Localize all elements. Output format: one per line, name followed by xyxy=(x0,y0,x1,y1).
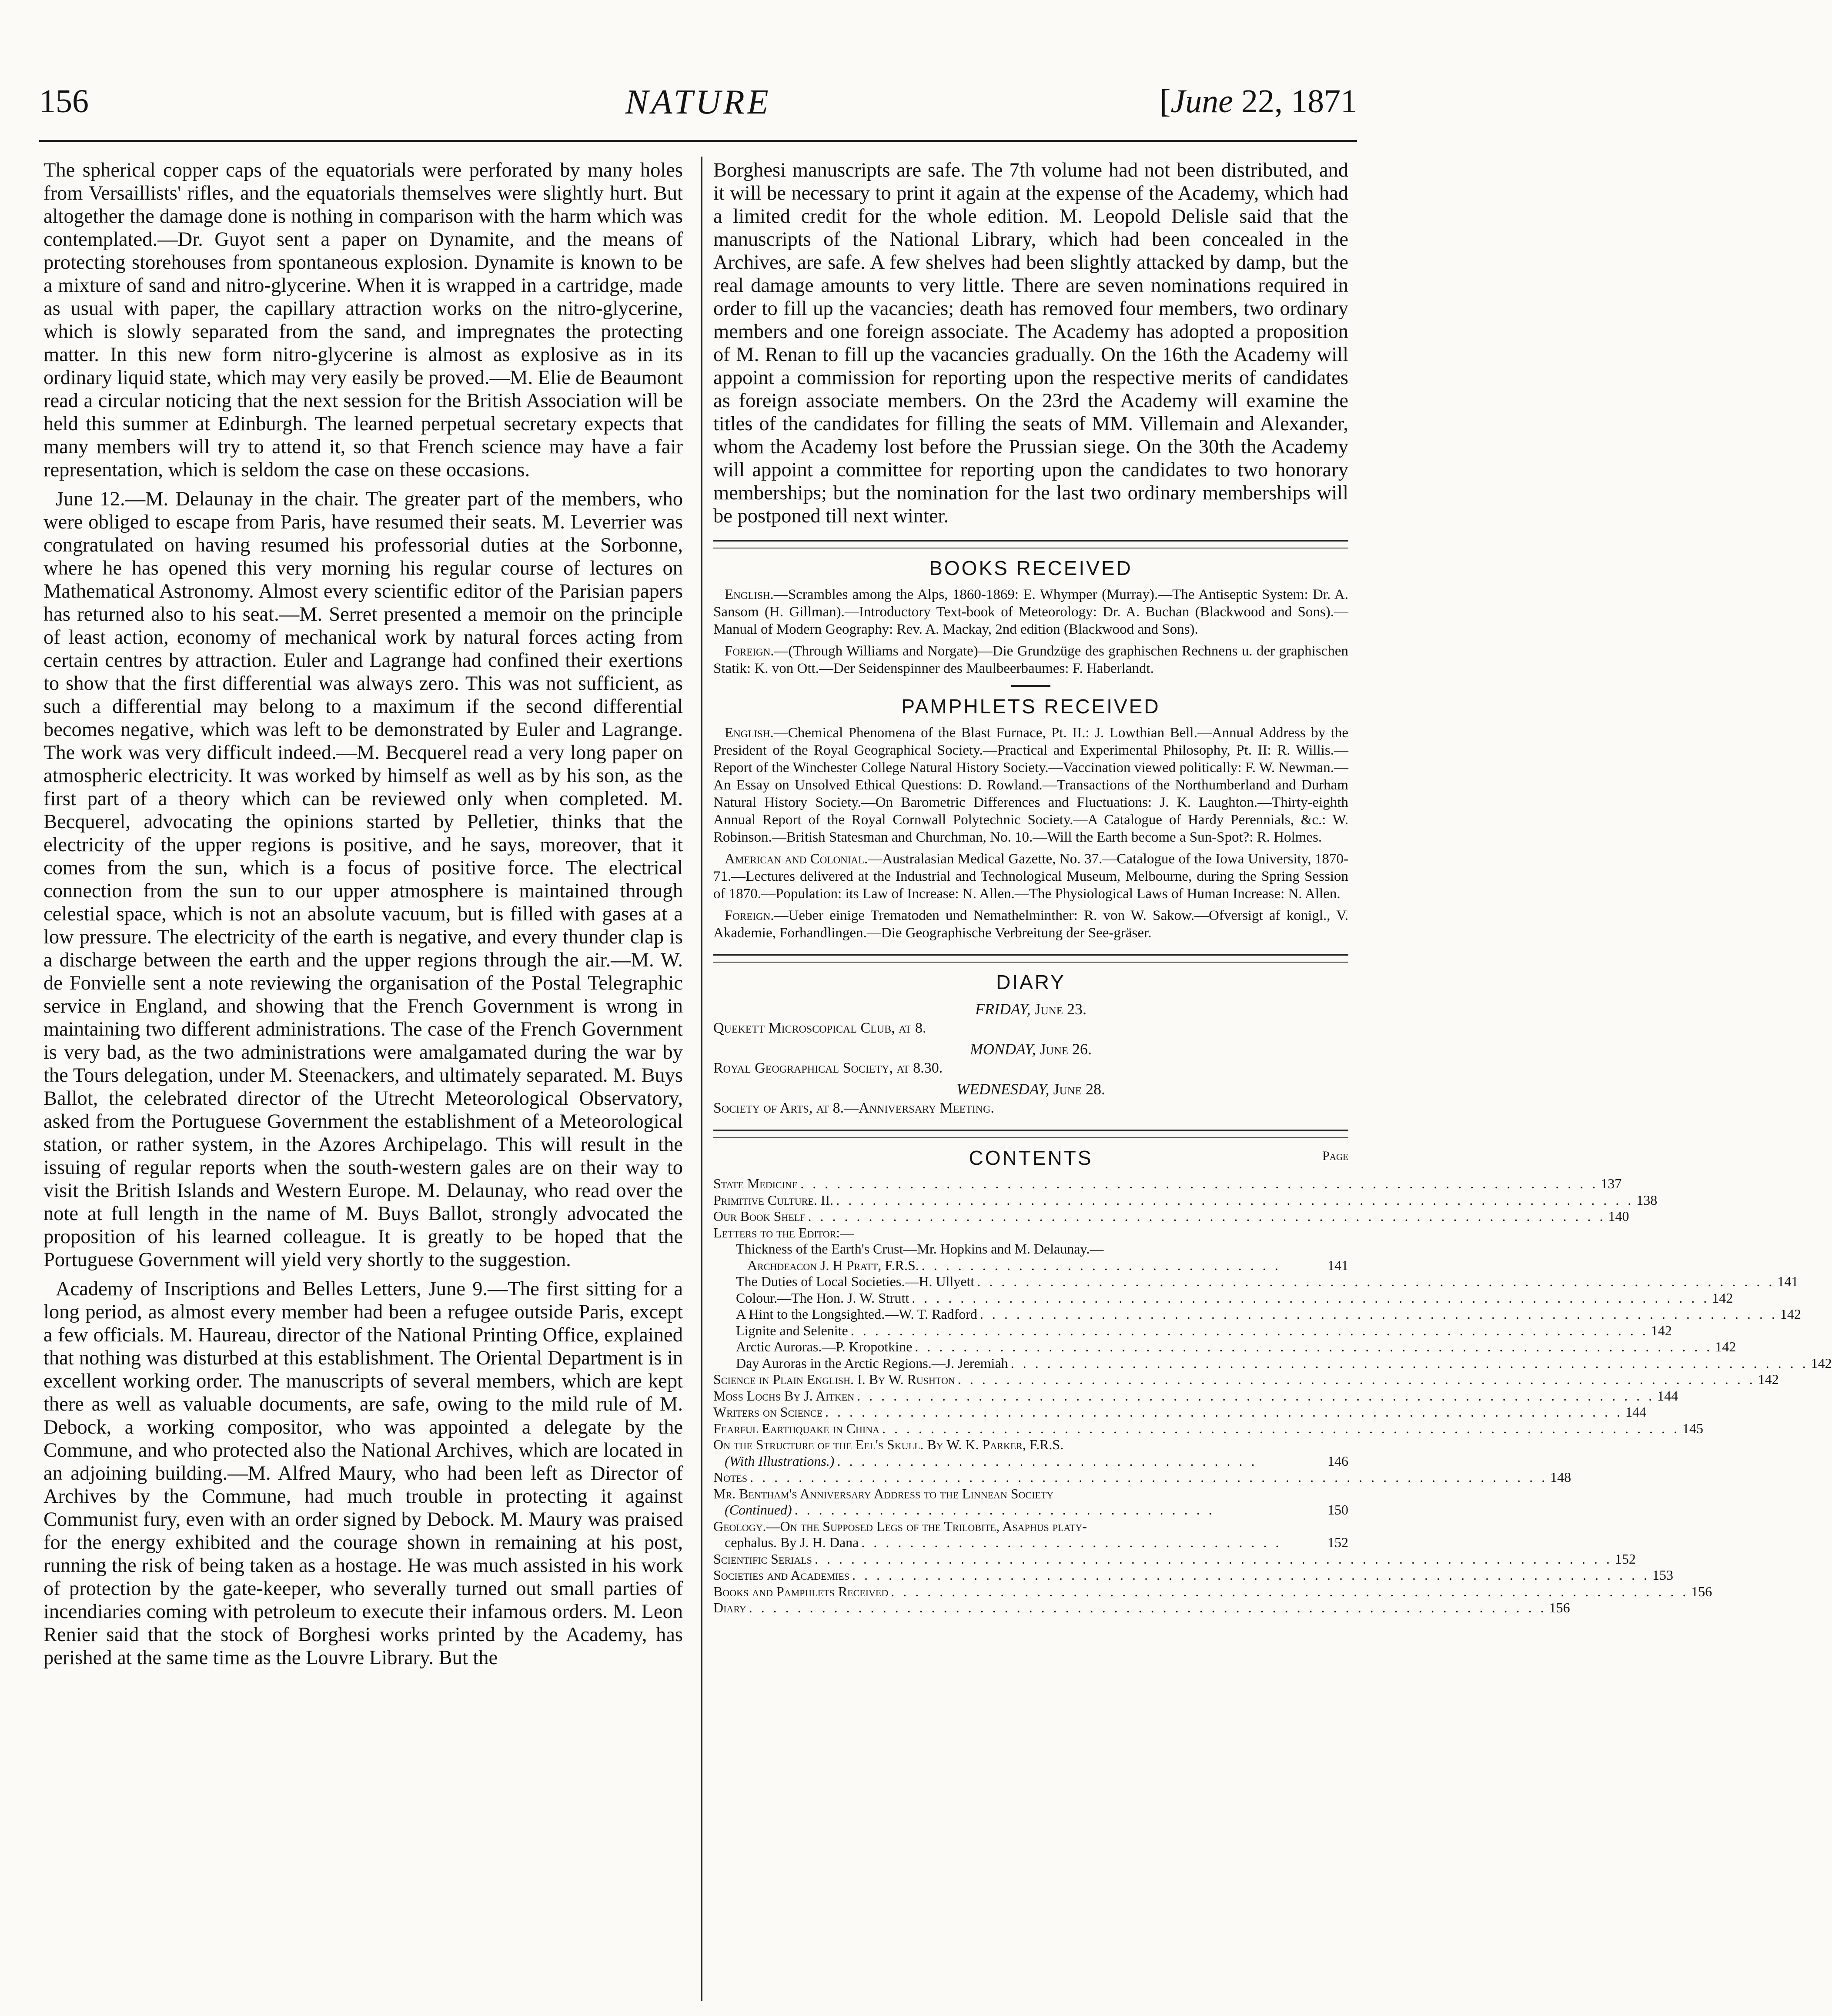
page-header xyxy=(39,83,1357,130)
toc-entry: Mr. Bentham's Anniversary Address to the Linnean Society (Continued) . . . . . . . . . . . . . . . . . . . . . . . . . . . . . . . . . . . 150 xyxy=(713,1485,1348,1518)
toc-entry: Notes . . . 148 xyxy=(713,1469,1348,1486)
toc-entry: Arctic Auroras.—P. Kropotkine . . . 142 xyxy=(713,1339,1348,1355)
toc-entry: Our Book Shelf . . . 140 xyxy=(713,1208,1348,1225)
pamphlets-american: American and Colonial.—Australasian Medical Gazette, No. 37.—Catalogue of the Iowa University, 1870-71.—Lectures delivered at the Industrial and Technological Museum, Melbourne, during the Spring Session of 1870.—Population: its Law of Increase: N. Allen.—The Physiological Laws of Human Increase: N. Allen. xyxy=(713,851,1348,902)
toc-entry: Science in Plain English. I. By W. Rushton . . . 142 xyxy=(713,1371,1348,1388)
toc-entry: On the Structure of the Eel's Skull. By W. K. Parker, F.R.S. (With Illustrations.) . . . . . . . . . . . . . . . . . . . . . . . . . . . . . . . . . . . 146 xyxy=(713,1437,1348,1469)
toc-entry: Societies and Academies . . . 153 xyxy=(713,1567,1348,1584)
diary-heading: DIARY xyxy=(996,971,1066,993)
toc-entry: Fearful Earthquake in China . . . 145 xyxy=(713,1421,1348,1437)
toc-entry: Scientific Serials . . . 152 xyxy=(713,1551,1348,1568)
toc-entry: Moss Lochs By J. Aitken . . . 144 xyxy=(713,1388,1348,1404)
contents-page-label: Page xyxy=(1322,1149,1348,1163)
pamphlets-received-heading: PAMPHLETS RECEIVED xyxy=(901,695,1160,718)
header-rule xyxy=(39,140,1357,142)
toc-entry: The Duties of Local Societies.—H. Ullyett . . . 141 xyxy=(713,1274,1348,1290)
pamphlets-received-list xyxy=(713,724,1348,942)
diary-event: Quekett Microscopical Club, at 8. xyxy=(713,1020,926,1036)
books-received-list xyxy=(713,586,1348,677)
page-number: 156 xyxy=(39,83,89,120)
date-month: June xyxy=(1170,83,1233,120)
toc-entry: A Hint to the Longsighted.—W. T. Radford . . . 142 xyxy=(713,1306,1348,1323)
paragraph-academy-inscriptions: Academy of Inscriptions and Belles Letters, June 9.—The first sitting for a long period, as almost every member had been a refugee outside Paris, except a few officials. M. Haureau, director of the National Printing Office, explained that nothing was disturbed at this establishment. The Oriental Department is in excellent working order. The manuscripts of several members, which are kept there as well as valuable documents, are safe, owing to the mild rule of M. Debock, a working compositor, who was appointed a delegate by the Commune, and who protected also the National Archives, which are located in an adjoining building.—M. Alfred Maury, who had been left as Director of Archives by the Commune, had much trouble in protecting it against Communist fury, even with an order signed by Debock. M. Maury was praised for the energy exhibited and the courage shown in remaining at his post, running the risk of being taken as a hostage. He was much assisted in his work of protection by the gate-keeper, who severally turned out small parties of incendiaries coming with petroleum to execute their infamous orders. M. Leon Renier said that the stock of Borghesi works printed by the Academy, has perished at the same time as the Louvre Library. But the xyxy=(43,1278,683,1669)
toc-entry: State Medicine . . . 137 xyxy=(713,1176,1348,1192)
toc-entry: Day Auroras in the Arctic Regions.—J. Jeremiah . . . 142 xyxy=(713,1355,1348,1372)
pamphlets-foreign: Foreign.—Ueber einige Trematoden und Nemathelminther: R. von W. Sakow.—Ofversigt af konigl., V. Akademie, Forhandlingen.—Die Geographische Verbreitung der See-gräser. xyxy=(713,908,1348,941)
right-column xyxy=(713,159,1832,2003)
books-english: English.—Scrambles among the Alps, 1860-1869: E. Whymper (Murray).—The Antiseptic System: Dr. A. Sansom (H. Gillman).—Introductory Text-book of Meteorology: Dr. A. Buchan (Blackwood and Sons).—Manual of Modern Geography: Rev. A. Mackay, 2nd edition (Blackwood and Sons). xyxy=(713,587,1348,637)
paragraph-equatorials: The spherical copper caps of the equatorials were perforated by many holes from Versaillists' rifles, and the equatorials themselves were slightly hurt. But altogether the damage done is nothing in comparison with the harm which was contemplated.—Dr. Guyot sent a paper on Dynamite, and the means of protecting storehouses from spontaneous explosion. Dynamite is known to be a mixture of sand and nitro-glycerine. When it is wrapped in a cartridge, made as usual with paper, the capillary attraction works on the nitro-glycerine, which is slowly separated from the sand, and impregnates the protecting matter. In this new form nitro-glycerine is almost as explosive as in its ordinary liquid state, which may very easily be proved.—M. Elie de Beaumont read a circular noticing that the next session for the British Association will be held this summer at Edinburgh. The learned perpetual secretary expects that many members will try to attend it, so that French science may have a fair representation, which is seldom the case on these occasions. xyxy=(43,159,683,481)
toc-entry: Diary . . . 156 xyxy=(713,1600,1348,1616)
issue-date xyxy=(1160,83,1357,120)
toc-entry: Books and Pamphlets Received . . . 156 xyxy=(713,1584,1348,1600)
pamphlets-english: English.—Chemical Phenomena of the Blast Furnace, Pt. II.: J. Lowthian Bell.—Annual Address by the President of the Royal Geographical Society.—Practical and Experimental Philosophy, Pt. II: R. Willis.—Report of the Winchester College Natural History Society.—Vaccination viewed politically: F. W. Newman.—An Essay on Unsolved Ethical Questions: D. Rowland.—Transactions of the Northumberland and Durham Natural History Society.—On Barometric Differences and Fluctuations: J. K. Laughton.—Thirty-eighth Annual Report of the Royal Cornwall Polytechnic Society.—A Catalogue of Hardy Perennials, &c.: W. Robinson.—British Statesman and Churchman, No. 10.—Will the Earth become a Sun-Spot?: R. Holmes. xyxy=(713,725,1348,845)
toc-entry: Lignite and Selenite . . . 142 xyxy=(713,1323,1348,1339)
diary-event: Society of Arts, at 8.—Anniversary Meeting. xyxy=(713,1100,994,1116)
toc-entry: Writers on Science . . . 144 xyxy=(713,1404,1348,1421)
paragraph-june-12: June 12.—M. Delaunay in the chair. The greater part of the members, who were obliged to escape from Paris, have resumed their seats. M. Leverrier was congratulated on having resumed his professorial duties at the Sorbonne, where he has opened this very morning his regular course of lectures on Mathematical Astronomy. Almost every scientific editor of the Parisian papers has returned also to his seat.—M. Serret presented a memoir on the principle of least action, economy of mechanical work by natural forces acting from certain centres by attraction. Euler and Lagrange had confined their exertions to show that the first differential was always zero. This was not sufficient, as such a differential may belong to a maximum if the second differential becomes negative, which was left to be demonstrated by Euler and Lagrange. The work was very difficult indeed.—M. Becquerel read a very long paper on atmospheric electricity. It was worked by himself as well as by his son, as the first part of a theory which can be reviewed only when completed. M. Becquerel, advocating the opinions started by Pelletier, thinks that the electricity of the upper regions is positive, and he says, moreover, that it comes from the sun, which is a focus of positive force. The electrical connection from the sun to our upper atmosphere is maintained through celestial space, which is not an absolute vacuum, but is filled with gases at a low pressure. The electricity of the earth is negative, and every thunder clap is a discharge between the earth and the upper regions through the air.—M. W. de Fonvielle sent a note reviewing the organisation of the Postal Telegraphic service in England, and showing that the French Government is wrong in maintaining two different administrations. The case of the French Government is very bad, as the two administrations were amalgamated during the war by the Tours delegation, under M. Steenackers, and ultimately separated. M. Buys Ballot, the celebrated director of the Utrecht Meteorological Observatory, asked from the Portuguese Government the establishment of a Meteorological station, or rather system, in the Azores Archipelago. This will result in the issuing of regular reports when the south-western gales are on their way to visit the British Islands and Western Europe. M. Delaunay, who read over the note at full length in the name of M. Buys Ballot, strongly advocated the proposition of his learned colleague. It is greatly to be hoped that the Portuguese Government will yield very shortly to the suggestion. xyxy=(43,488,683,1271)
diary-day: FRIDAY, June 23. xyxy=(975,1000,1087,1018)
column-divider xyxy=(701,157,702,2001)
diary-list xyxy=(713,1000,1348,1117)
journal-title: NATURE xyxy=(625,83,771,121)
contents-heading: CONTENTS Page xyxy=(969,1147,1348,1169)
date-rest: 22, 1871 xyxy=(1241,83,1357,120)
toc-entry: Letters to the Editor:— xyxy=(713,1224,854,1240)
books-foreign: Foreign.—(Through Williams and Norgate)—Die Grundzüge des graphischen Rechnens u. der graphischen Statik: K. von Ott.—Der Seidenspinner des Maulbeerbaumes: F. Haberlandt. xyxy=(713,643,1348,676)
toc-entry: Colour.—The Hon. J. W. Strutt . . . 142 xyxy=(713,1290,1348,1307)
section-rule xyxy=(713,1130,1348,1138)
section-rule xyxy=(713,540,1348,548)
diary-day: MONDAY, June 26. xyxy=(969,1040,1092,1058)
section-rule xyxy=(713,954,1348,963)
diary-day: WEDNESDAY, June 28. xyxy=(956,1080,1106,1098)
date-bracket: [ xyxy=(1160,83,1171,120)
table-of-contents xyxy=(713,1176,1832,1616)
short-rule xyxy=(1011,685,1050,687)
paragraph-borghesi: Borghesi manuscripts are safe. The 7th volume had not been distributed, and it will be necessary to print it again at the expense of the Academy, which had a limited credit for the whole edition. M. Leopold Delisle said that the manuscripts of the National Library, which had been concealed in the Archives, are safe. A few shelves had been slightly attacked by damp, but the real damage amounts to very little. There are seven nominations required in order to fill up the vacancies; death has removed four members, two ordinary members and one foreign associate. The Academy has adopted a proposition of M. Renan to fill up the vacancies gradually. On the 16th the Academy will appoint a commission for reporting upon the respective merits of candidates as foreign associate members. On the 23rd the Academy will examine the titles of the candidates for filling the seats of MM. Villemain and Alexander, whom the Academy lost before the Prussian siege. On the 30th the Academy will appoint a committee for reporting upon the candidates to two honorary memberships; but the nomination for the last two ordinary memberships will be postponed till next winter. xyxy=(713,159,1348,527)
toc-entry: Geology.—On the Supposed Legs of the Trilobite, Asaphus platy- cephalus. By J. H. Dana . . . . . . . . . . . . . . . . . . . . . . . . . . . . . . . . . . . 152 xyxy=(713,1518,1348,1550)
diary-event: Royal Geographical Society, at 8.30. xyxy=(713,1060,943,1076)
toc-entry: Thickness of the Earth's Crust—Mr. Hopkins and M. Delaunay.— Archdeacon J. H Pratt, F.R.S. . . . . . . . . . . . . . . . . . . . . . . . . . . . . . . 141 xyxy=(736,1241,1348,1273)
books-received-heading: BOOKS RECEIVED xyxy=(929,557,1133,579)
toc-entry: Primitive Culture. II. . . . 138 xyxy=(713,1192,1348,1209)
left-column xyxy=(43,159,683,2003)
